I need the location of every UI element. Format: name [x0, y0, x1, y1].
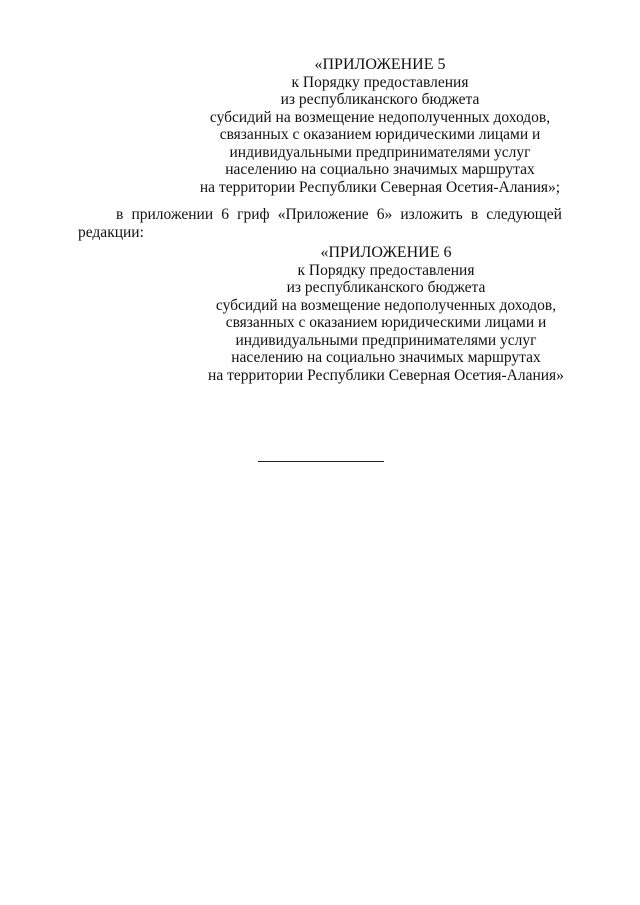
instruction-first-line	[78, 206, 562, 224]
appendix-5-line-7: населению на социально значимых маршрутах	[225, 161, 535, 178]
instruction-word: «Приложение	[277, 206, 369, 223]
appendix-5-line-2: к Порядку предоставления	[291, 73, 469, 91]
appendix-6-line-4: субсидий на возмещение недополученных доходов,	[215, 296, 557, 314]
appendix-6-line-8: на территории Республики Северная Осетия-Алания»	[208, 366, 564, 384]
end-divider-line	[258, 461, 384, 462]
appendix-6-header	[186, 244, 586, 384]
appendix-5-line-6: индивидуальными предпринимателями услуг	[229, 143, 531, 161]
instruction-word: следующей	[486, 206, 562, 223]
appendix-6-line-7: населению на социально значимых маршрутах	[231, 349, 541, 366]
instruction-continuation: редакции:	[78, 224, 144, 241]
appendix-5-line-5: связанных с оказанием юридическими лицами и	[219, 126, 541, 143]
instruction-word: гриф	[237, 206, 270, 223]
instruction-word: приложении	[131, 206, 214, 223]
instruction-word: изложить	[400, 206, 463, 223]
appendix-6-line-6: индивидуальными предпринимателями услуг	[235, 331, 537, 349]
instruction-paragraph	[78, 206, 562, 242]
appendix-6-line-5: связанных с оказанием юридическими лицами и	[225, 314, 547, 331]
instruction-word: в	[116, 206, 124, 223]
appendix-6-line-3: из республиканского бюджета	[286, 279, 486, 296]
appendix-6-title: «ПРИЛОЖЕНИЕ 6	[320, 244, 452, 261]
instruction-word: в	[470, 206, 479, 223]
appendix-5-line-8: на территории Республики Северная Осетия-Алания»;	[199, 178, 561, 196]
appendix-5-line-3: из республиканского бюджета	[280, 91, 480, 108]
appendix-5-header	[180, 56, 580, 196]
appendix-5-line-4: субсидий на возмещение недополученных доходов,	[209, 108, 551, 126]
appendix-5-title: «ПРИЛОЖЕНИЕ 5	[314, 56, 446, 73]
appendix-6-line-2: к Порядку предоставления	[297, 261, 475, 279]
instruction-word: 6»	[376, 206, 393, 223]
instruction-word: 6	[221, 206, 230, 223]
